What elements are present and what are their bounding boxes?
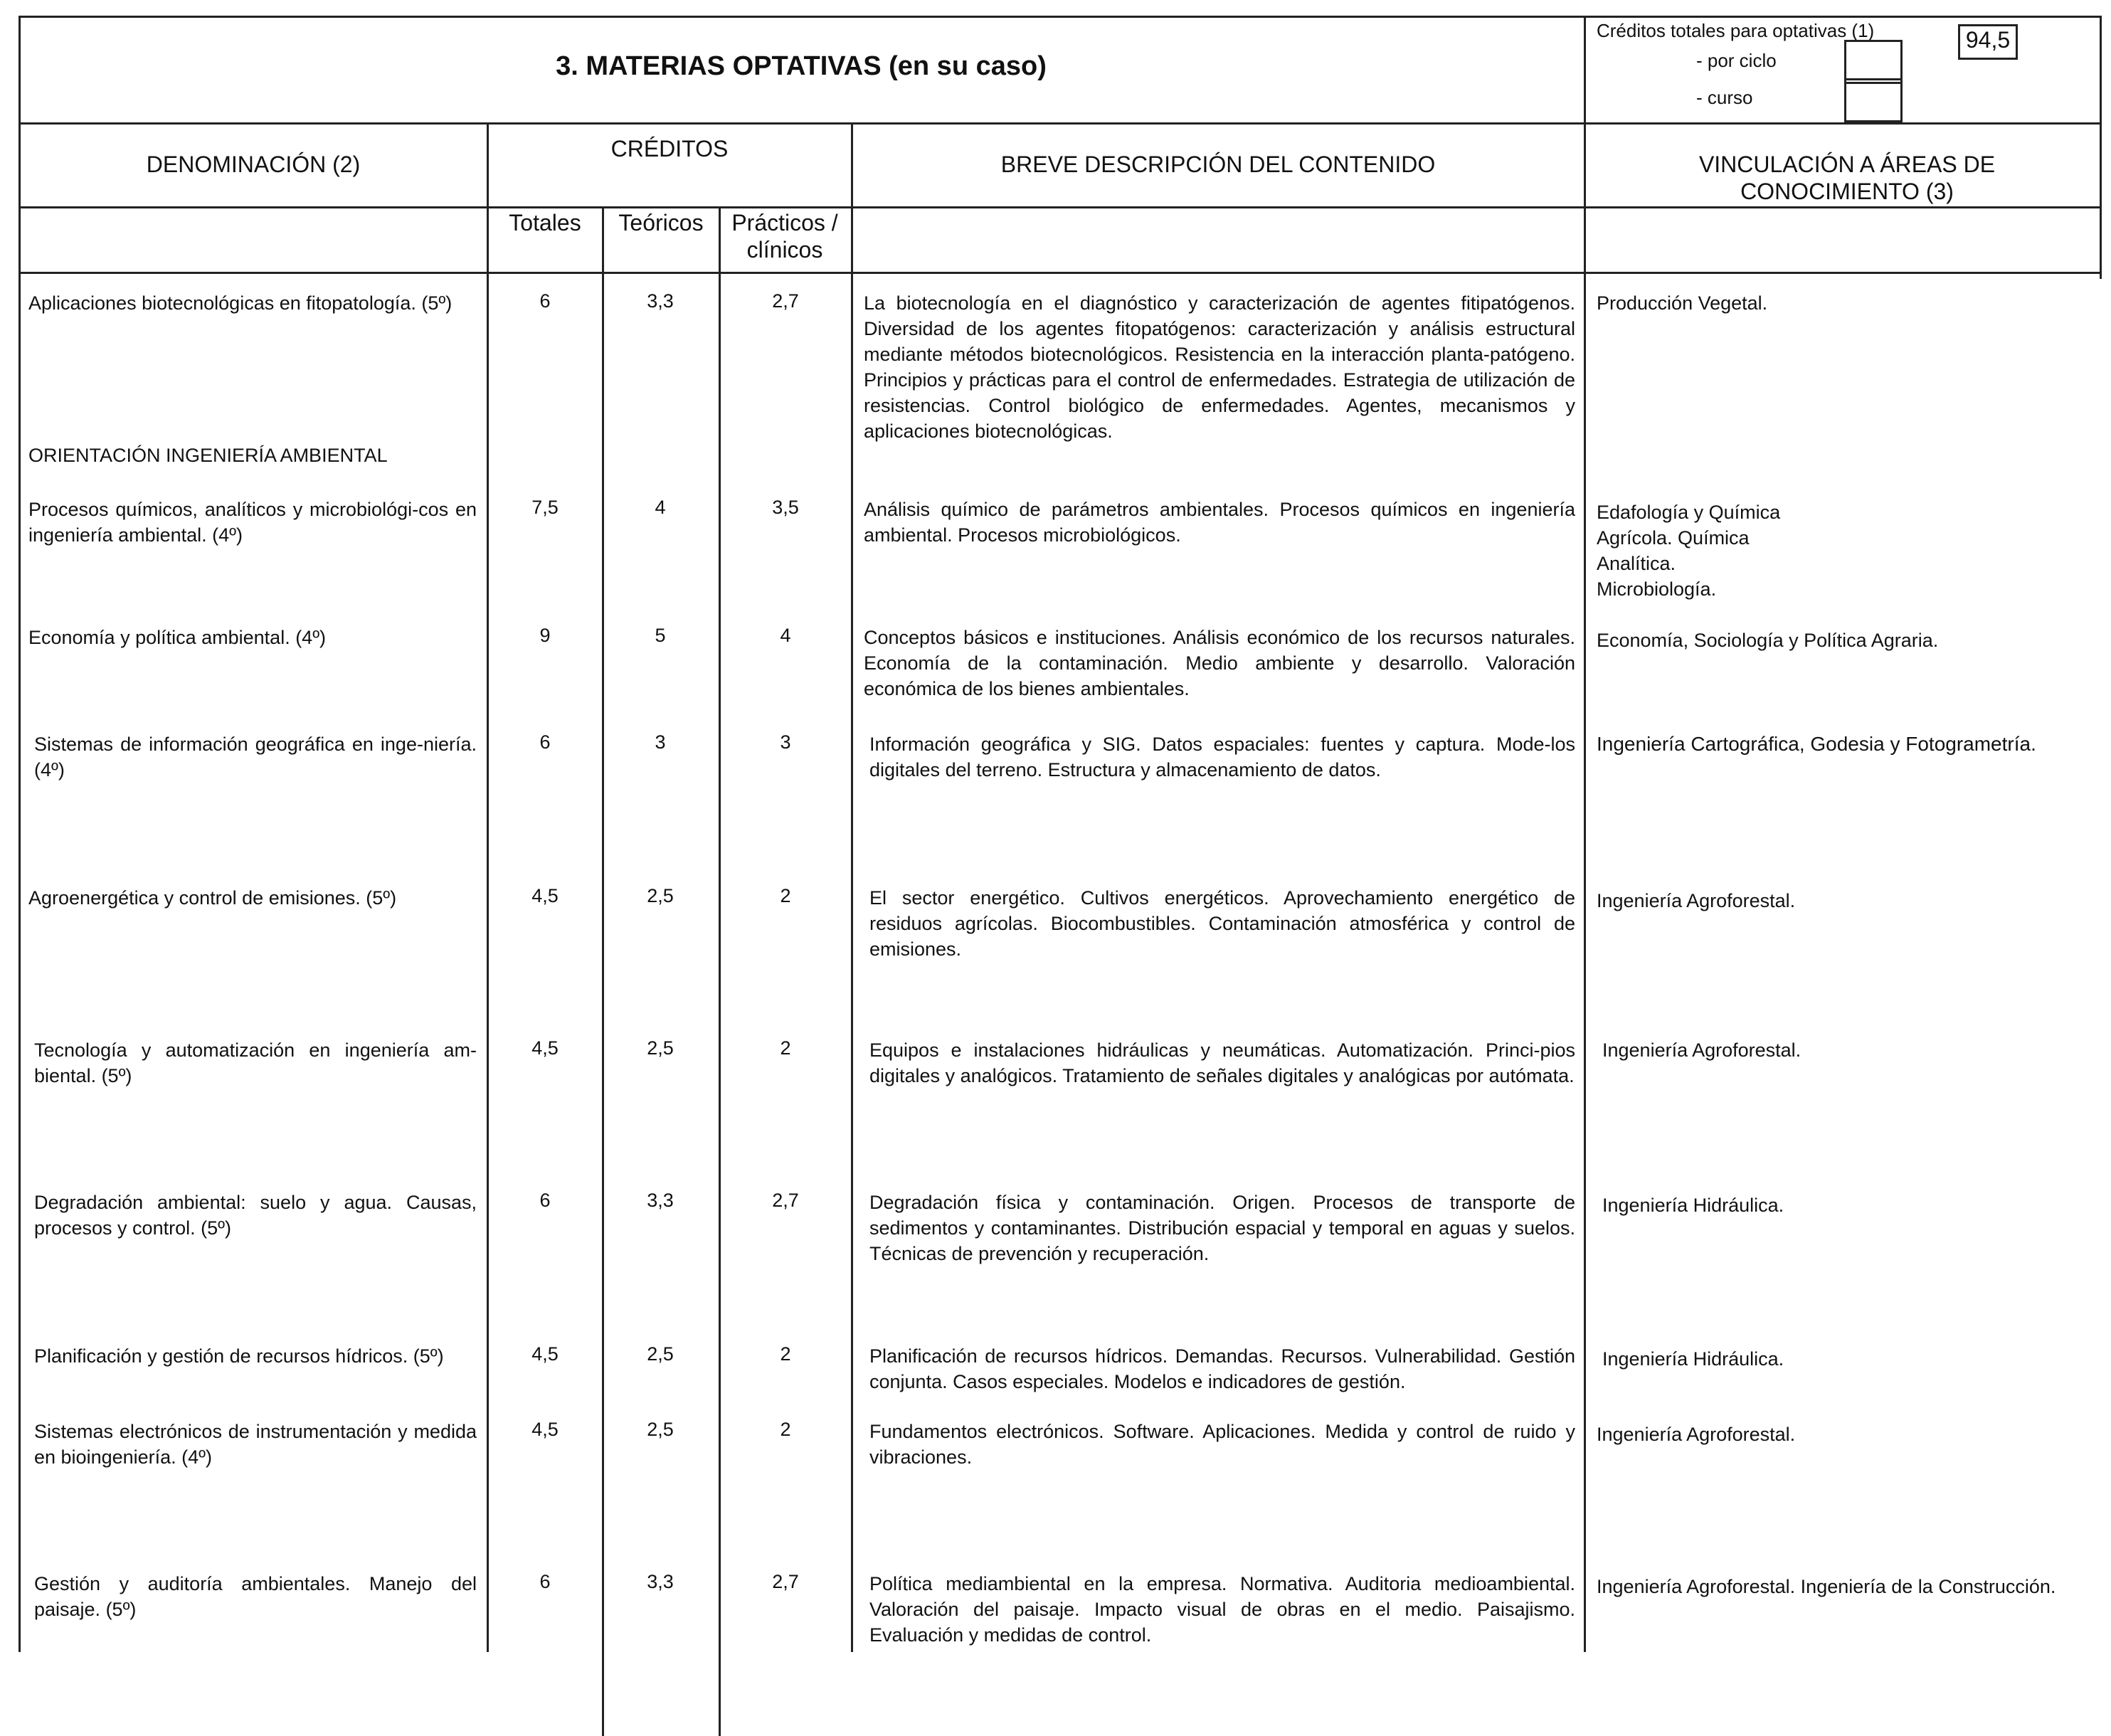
row-4-teoricos: 3 bbox=[655, 731, 666, 753]
row-3-name: Economía y política ambiental. (4º) bbox=[28, 627, 327, 648]
per-course-box bbox=[1844, 78, 1903, 122]
per-course-label: - curso bbox=[1696, 87, 1753, 108]
row-4-practicos: 3 bbox=[780, 731, 791, 753]
row-7-practicos: 2,7 bbox=[772, 1190, 799, 1211]
row-1-name: Aplicaciones biotecnológicas en fitopatología. (5º) bbox=[28, 292, 453, 314]
col-divider-2 bbox=[602, 206, 604, 1736]
page-title: 3. MATERIAS OPTATIVAS (en su caso) bbox=[556, 51, 1047, 81]
row-5-teoricos: 2,5 bbox=[647, 885, 674, 906]
row-10-teoricos: 3,3 bbox=[647, 1571, 674, 1592]
col-divider-5 bbox=[1584, 122, 1586, 1652]
col-divider-3 bbox=[719, 206, 721, 1736]
row-8-desc: Planificación de recursos hídricos. Demandas. Recursos. Vulnerabilidad. Gestión conjunta. Casos especiales. Modelos e indicadores de gestión. bbox=[869, 1345, 1575, 1392]
row-7-teoricos: 3,3 bbox=[647, 1190, 674, 1211]
row-2-name: Procesos químicos, analíticos y microbiológi-cos en ingeniería ambiental. (4º) bbox=[28, 499, 477, 546]
row-8-totales: 4,5 bbox=[531, 1343, 559, 1365]
row-2-practicos: 3,5 bbox=[772, 497, 799, 518]
row-7-area: Ingeniería Hidráulica. bbox=[1602, 1195, 1784, 1216]
header-row-line bbox=[18, 206, 2102, 208]
row-5-name: Agroenergética y control de emisiones. (5º) bbox=[28, 887, 397, 909]
row-6-practicos: 2 bbox=[780, 1037, 791, 1059]
col-denominacion: DENOMINACIÓN (2) bbox=[146, 152, 361, 177]
top-border bbox=[18, 16, 2102, 18]
row-8-area: Ingeniería Hidráulica. bbox=[1602, 1348, 1784, 1370]
credits-total-label: Créditos totales para optativas (1) bbox=[1597, 20, 1875, 41]
row-9-totales: 4,5 bbox=[531, 1419, 559, 1440]
col-vinculacion: VINCULACIÓN A ÁREAS DE CONOCIMIENTO (3) bbox=[1698, 152, 1996, 204]
col-totales: Totales bbox=[509, 210, 581, 235]
row-9-area: Ingeniería Agroforestal. bbox=[1597, 1424, 1796, 1445]
row-6-teoricos: 2,5 bbox=[647, 1037, 674, 1059]
row-7-name: Degradación ambiental: suelo y agua. Causas, procesos y control. (5º) bbox=[34, 1192, 477, 1239]
row-6-desc: Equipos e instalaciones hidráulicas y neumáticas. Automatización. Princi-pios digitales y analógicos. Tratamiento de señales digitales y analógicas por autómata. bbox=[869, 1039, 1575, 1086]
row-5-desc: El sector energético. Cultivos energéticos. Aprovechamiento energético de residuos agrícolas. Biocombustibles. Contaminación atmosférica y control de emisiones. bbox=[869, 887, 1575, 960]
section-label: ORIENTACIÓN INGENIERÍA AMBIENTAL bbox=[28, 445, 388, 466]
credits-total-value: 94,5 bbox=[1965, 27, 2011, 53]
row-1-area: Producción Vegetal. bbox=[1597, 292, 1768, 314]
right-border bbox=[2100, 16, 2102, 279]
row-5-totales: 4,5 bbox=[531, 885, 559, 906]
row-10-practicos: 2,7 bbox=[772, 1571, 799, 1592]
row-6-area: Ingeniería Agroforestal. bbox=[1602, 1039, 1802, 1061]
col-teoricos: Teóricos bbox=[618, 210, 704, 235]
row-9-name: Sistemas electrónicos de instrumentación y medida en bioingeniería. (4º) bbox=[34, 1421, 477, 1468]
col-creditos: CRÉDITOS bbox=[610, 136, 729, 162]
row-1-practicos: 2,7 bbox=[772, 290, 799, 312]
row-10-desc: Política mediambiental en la empresa. Normativa. Auditoria medioambiental. Valoración del paisaje. Impacto visual de obras en el medio. Paisajismo. Evaluación y medidas de control. bbox=[869, 1573, 1575, 1646]
row-2-area: Edafología y Química Agrícola. Química Analítica. Microbiología. bbox=[1597, 502, 1781, 600]
row-8-practicos: 2 bbox=[780, 1343, 791, 1365]
row-6-totales: 4,5 bbox=[531, 1037, 559, 1059]
row-1-totales: 6 bbox=[539, 290, 551, 312]
row-5-practicos: 2 bbox=[780, 885, 791, 906]
row-2-totales: 7,5 bbox=[531, 497, 559, 518]
row-1-teoricos: 3,3 bbox=[647, 290, 674, 312]
row-8-teoricos: 2,5 bbox=[647, 1343, 674, 1365]
per-cycle-label: - por ciclo bbox=[1696, 50, 1777, 71]
col-divider-4 bbox=[851, 122, 853, 1652]
row-10-area: Ingeniería Agroforestal. Ingeniería de la Construcción. bbox=[1597, 1576, 2056, 1597]
row-5-area: Ingeniería Agroforestal. bbox=[1597, 890, 1796, 911]
row-4-area: Ingeniería Cartográfica, Godesia y Fotogrametría. bbox=[1597, 733, 2036, 755]
row-4-totales: 6 bbox=[539, 731, 551, 753]
row-10-totales: 6 bbox=[539, 1571, 551, 1592]
row-7-desc: Degradación física y contaminación. Origen. Procesos de transporte de sedimentos y contaminantes. Distribución espacial y temporal en aguas y suelos. Técnicas de prevención y recuperación. bbox=[869, 1192, 1575, 1264]
per-cycle-box bbox=[1844, 40, 1903, 84]
subheader-row-line bbox=[18, 272, 2102, 274]
col-practicos: Prácticos / clínicos bbox=[731, 210, 838, 263]
row-7-totales: 6 bbox=[539, 1190, 551, 1211]
row-1-desc: La biotecnología en el diagnóstico y caracterización de agentes fitipatógenos. Diversidad de los agentes fitopatógenos: caracterización y análisis estructural mediante métodos biotecnológicos. Resistencia en la interacción planta-patógeno. Principios y prácticas para el control de enfermedades. Estrategia de utilización de resistencias. Control biológico de enfermedades. Agentes, mecanismos y aplicaciones biotecnológicas. bbox=[864, 292, 1575, 442]
row-3-totales: 9 bbox=[539, 625, 551, 646]
row-2-teoricos: 4 bbox=[655, 497, 666, 518]
row-2-desc: Análisis químico de parámetros ambientales. Procesos químicos en ingeniería ambiental. Procesos microbiológicos. bbox=[864, 499, 1575, 546]
row-6-name: Tecnología y automatización en ingeniería am-biental. (5º) bbox=[34, 1039, 477, 1086]
row-9-practicos: 2 bbox=[780, 1419, 791, 1440]
row-10-name: Gestión y auditoría ambientales. Manejo del paisaje. (5º) bbox=[34, 1573, 477, 1620]
row-3-practicos: 4 bbox=[780, 625, 791, 646]
row-4-desc: Información geográfica y SIG. Datos espaciales: fuentes y captura. Mode-los digitales del terreno. Estructura y almacenamiento de datos. bbox=[869, 734, 1575, 780]
document-page bbox=[18, 16, 2102, 1652]
row-3-desc: Conceptos básicos e instituciones. Análisis económico de los recursos naturales. Economía de la contaminación. Medio ambiente y desarrollo. Valoración económica de los bienes ambientales. bbox=[864, 627, 1575, 699]
row-3-teoricos: 5 bbox=[655, 625, 666, 646]
left-border bbox=[18, 16, 21, 1652]
row-9-desc: Fundamentos electrónicos. Software. Aplicaciones. Medida y control de ruido y vibraciones. bbox=[869, 1421, 1575, 1468]
col-divider-1 bbox=[487, 122, 489, 1652]
row-8-name: Planificación y gestión de recursos hídricos. (5º) bbox=[34, 1345, 444, 1367]
row-4-name: Sistemas de información geográfica en inge-niería. (4º) bbox=[34, 734, 477, 780]
title-bottom-line bbox=[18, 122, 2102, 125]
row-3-area: Economía, Sociología y Política Agraria. bbox=[1597, 630, 1939, 651]
col-descripcion: BREVE DESCRIPCIÓN DEL CONTENIDO bbox=[1000, 152, 1436, 177]
row-9-teoricos: 2,5 bbox=[647, 1419, 674, 1440]
